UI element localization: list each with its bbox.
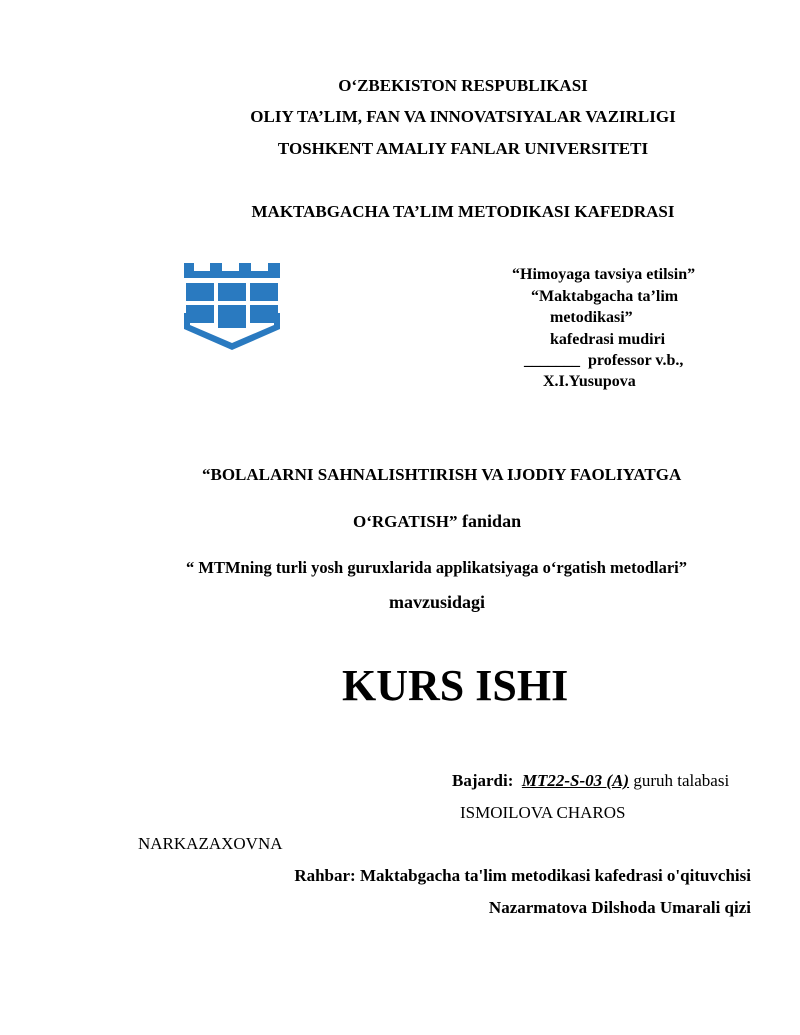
main-title: KURS ISHI — [342, 661, 569, 710]
department-name: MAKTABGACHA TA’LIM METODIKASI KAFEDRASI — [251, 202, 675, 221]
subject-line-1: “BOLALARNI SAHNALISHTIRISH VA IJODIY FAOLIYATGA — [202, 465, 682, 484]
group-code: MT22-S-03 (A) — [521, 771, 630, 790]
approval-title: professor v.b., — [588, 352, 684, 369]
topic-line-1: “ MTMning turli yosh guruxlarida applikatsiyaga o‘rgatish metodlari” — [186, 558, 687, 577]
supervisor-name: Nazarmatova Dilshoda Umarali qizi — [488, 898, 751, 917]
ministry-line-country: O‘ZBEKISTON RESPUBLIKASI — [338, 76, 588, 95]
supervisor-line-1: Rahbar: Maktabgacha ta'lim metodikasi kafedrasi o'qituvchisi — [294, 866, 751, 885]
student-name-line-1: ISMOILOVA CHAROS — [460, 803, 626, 822]
subject-line-2-bold: O‘RGATISH” — [353, 512, 458, 531]
group-suffix: guruh talabasi — [629, 771, 730, 790]
approval-head-name: X.I.Yusupova — [543, 373, 636, 390]
approval-line-4: kafedrasi mudiri — [550, 331, 666, 348]
ministry-line-university: TOSHKENT AMALIY FANLAR UNIVERSITETI — [277, 139, 649, 158]
student-name-line-2: NARKAZAXOVNA — [138, 834, 283, 853]
topic-line-2: mavzusidagi — [389, 592, 486, 612]
performer-line — [452, 771, 729, 791]
ministry-line-ministry: OLIY TA’LIM, FAN VA INNOVATSIYALAR VAZIRLIGI — [250, 107, 676, 126]
approval-line-3: metodikasi” — [550, 309, 633, 326]
university-shield-logo-icon — [184, 263, 282, 351]
signature-blank: _______ — [524, 352, 580, 369]
approval-line-2: “Maktabgacha ta’lim — [531, 288, 679, 305]
approval-line-1: “Himoyaga tavsiya etilsin” — [512, 266, 696, 283]
approval-line-5 — [524, 352, 683, 370]
subject-line-2 — [353, 511, 521, 532]
subject-line-2-rest: fanidan — [457, 511, 522, 531]
performer-label: Bajardi: — [452, 771, 514, 790]
